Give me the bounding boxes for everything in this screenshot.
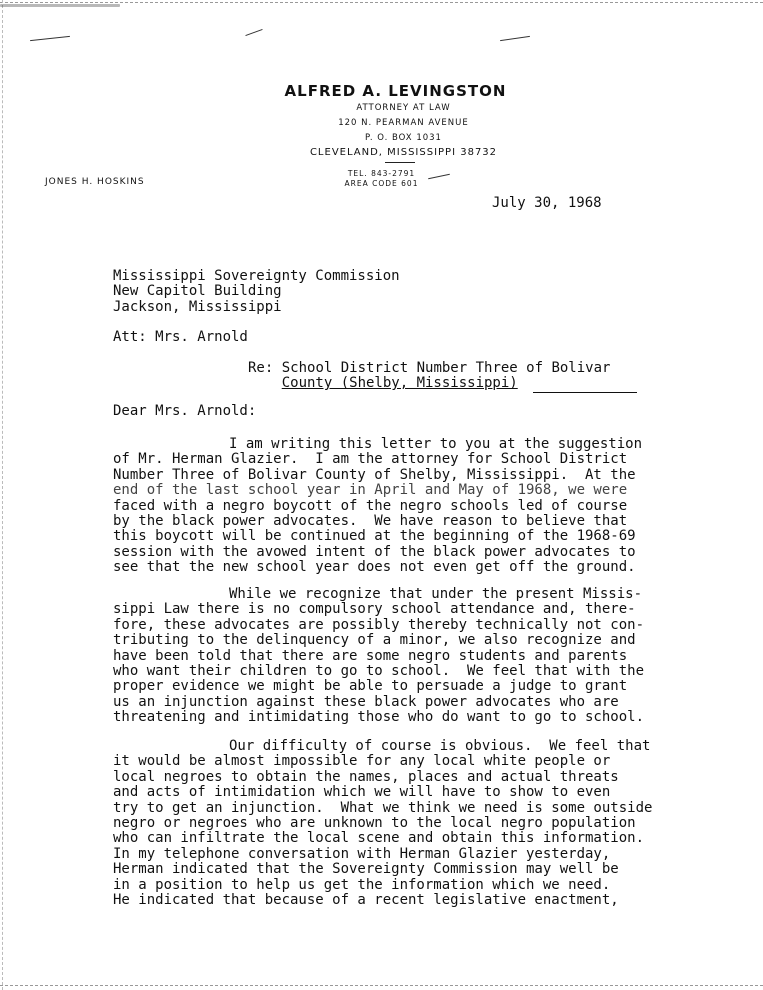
paragraph-line: I am writing this letter to you at the suggestion [229,436,643,452]
paragraph-line: tributing to the delinquency of a minor, we also recognize and [113,632,636,649]
paragraph-line: it would be almost impossible for any local white people or [113,753,611,770]
recipient-address [113,269,400,315]
paragraph-line: While we recognize that under the present Missis- [229,586,643,602]
paragraph-2 [113,587,703,726]
paragraph-line: try to get an injunction. What we think we need is some outside [113,799,653,816]
re-line: County (Shelby, Mississippi) [281,375,518,392]
letterhead-partner: JONES H. HOSKINS [45,177,145,187]
bottom-edge-scan-artifact [0,985,763,986]
paragraph-line: by the black power advocates. We have reason to believe that [113,513,628,530]
letterhead-po-box: P. O. BOX 1031 [365,133,442,143]
paragraph-line: In my telephone conversation with Herman Glazier yesterday, [113,845,611,862]
attention-line: Att: Mrs. Arnold [113,329,248,345]
scan-smudge [0,4,120,7]
paragraph-line: Number Three of Bolivar County of Shelby, Mississippi. At the [113,466,636,483]
letter-date: July 30, 1968 [492,195,602,211]
paragraph-line: in a position to help us get the information which we need. [113,876,611,893]
top-edge-scan-artifact [0,2,763,3]
paragraph-line: sippi Law there is no compulsory school attendance and, there- [113,601,636,618]
re-label: Re: [248,360,274,376]
paragraph-line: this boycott will be continued at the beginning of the 1968-69 [113,528,636,545]
letterhead-rule [385,162,415,163]
paragraph-line: session with the avowed intent of the black power advocates to [113,543,636,560]
paragraph-line: threatening and intimidating those who do want to go to school. [113,709,645,726]
paragraph-3 [113,739,703,908]
letterhead-name: ALFRED A. LEVINGSTON [284,82,507,100]
paragraph-line: who can infiltrate the local scene and obtain this information. [113,830,645,847]
re-block [248,361,610,392]
letterhead-city: CLEVELAND, MISSISSIPPI 38732 [309,147,498,158]
paragraph-line: end of the last school year in April and May of 1968, we were [113,482,628,499]
paragraph-line: He indicated that because of a recent legislative enactment, [113,892,619,909]
paragraph-line: who want their children to go to school. We feel that with the [113,663,645,680]
paragraph-line: see that the new school year does not even get off the ground. [113,559,636,576]
paragraph-line: Our difficulty of course is obvious. We feel that [229,738,651,754]
paragraph-line: of Mr. Herman Glazier. I am the attorney for School District [113,451,628,468]
pen-mark [500,36,530,41]
paragraph-line: fore, these advocates are possibly thereby technically not con- [113,616,645,633]
recipient-line: New Capitol Building [113,283,282,300]
letterhead-title: ATTORNEY AT LAW [356,103,451,113]
letterhead-tel: TEL. 843-2791 [347,169,416,178]
recipient-line: Jackson, Mississippi [113,298,282,315]
re-line: School District Number Three of Bolivar [281,360,611,376]
paragraph-line: have been told that there are some negro students and parents [113,647,628,664]
letterhead-street: 120 N. PEARMAN AVENUE [338,118,469,128]
re-underline-extension [533,392,637,393]
paragraph-line: and acts of intimidation which we will have to show to even [113,784,611,801]
paragraph-1 [113,437,703,576]
recipient-line: Mississippi Sovereignty Commission [113,268,400,284]
paragraph-line: local negroes to obtain the names, places and actual threats [113,768,619,785]
letterhead-area-code: AREA CODE 601 [344,179,419,188]
pen-mark [245,29,262,36]
paragraph-line: us an injunction against these black power advocates who are [113,693,619,710]
paragraph-line: proper evidence we might be able to persuade a judge to grant [113,678,628,695]
paragraph-line: Herman indicated that the Sovereignty Commission may well be [113,861,619,878]
salutation: Dear Mrs. Arnold: [113,403,257,419]
pen-mark [30,36,70,41]
paragraph-line: negro or negroes who are unknown to the local negro population [113,815,636,832]
paragraph-line: faced with a negro boycott of the negro schools led of course [113,497,628,514]
